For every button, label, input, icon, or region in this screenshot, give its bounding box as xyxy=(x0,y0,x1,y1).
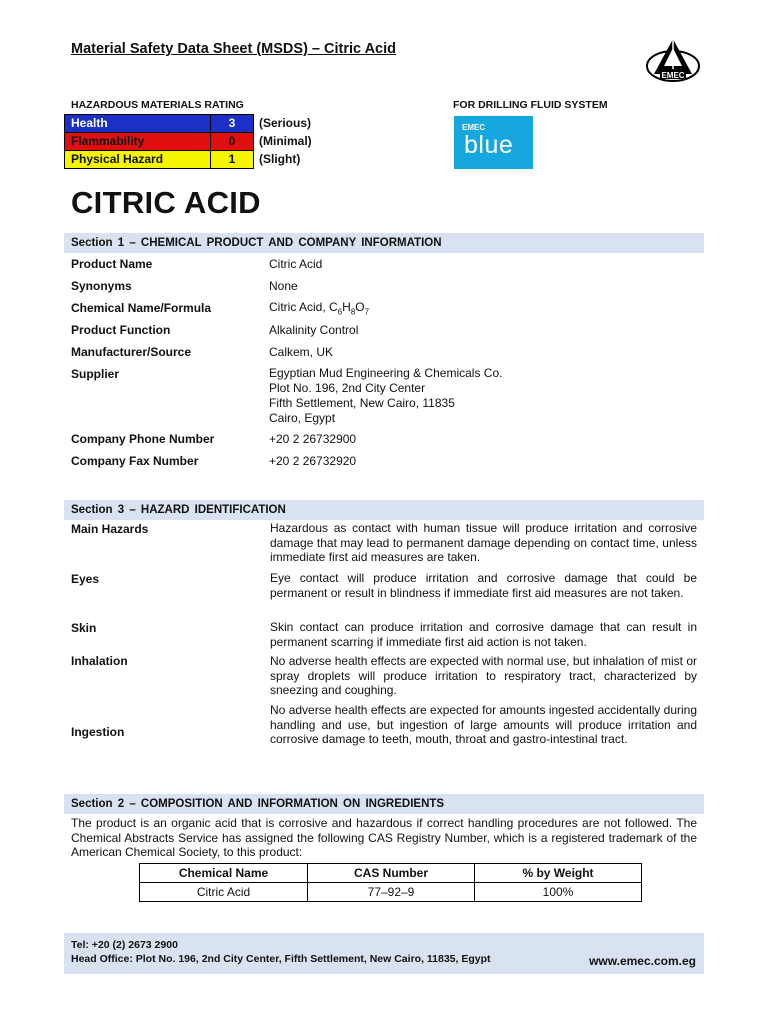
emec-blue-logo xyxy=(454,116,533,169)
hazard-label: Physical Hazard xyxy=(65,151,211,169)
section3-title: Section 3 – HAZARD IDENTIFICATION xyxy=(71,504,286,516)
eyes-label: Eyes xyxy=(71,572,100,586)
skin-label: Skin xyxy=(71,621,97,635)
hazard-label: Flammability xyxy=(65,133,211,151)
hazard-row-health xyxy=(65,115,319,133)
emec-blue-logo-main: blue xyxy=(464,131,514,159)
table-row xyxy=(140,883,642,902)
inhalation-text: No adverse health effects are expected with normal use, but inhalation of mist or spray droplets will produce irritation to respiratory tract, characterized by sneezing and coughing. xyxy=(270,654,697,698)
composition-table-header xyxy=(140,864,642,883)
manufacturer-value: Calkem, UK xyxy=(269,345,334,359)
ingestion-text: No adverse health effects are expected for amounts ingested accidentally during handling and use, but ingestion of large amounts will produce irritation and corrosive damage to teeth, mouth, throat and gastro-intestinal tract. xyxy=(270,703,697,747)
hazard-value: 1 xyxy=(211,151,254,169)
column-header: Chemical Name xyxy=(140,864,308,883)
composition-text: The product is an organic acid that is corrosive and hazardous if correct handling procedures are not followed. The Chemical Abstracts Service has assigned the following CAS Registry Number, which is a registered trademark of the American Chemical Society, to this product: xyxy=(71,816,697,860)
hazard-row-physical xyxy=(65,151,319,169)
supplier-line: Fifth Settlement, New Cairo, 11835 xyxy=(269,396,455,410)
eyes-text: Eye contact will produce irritation and corrosive damage that could be permanent or result in blindness if immediate first aid measures are not taken. xyxy=(270,571,697,600)
section2-header xyxy=(64,794,704,814)
synonyms-value: None xyxy=(269,279,298,293)
section3-header xyxy=(64,500,704,520)
footer xyxy=(64,933,704,974)
hazard-rating-table xyxy=(64,114,319,169)
product-name-value: Citric Acid xyxy=(269,257,323,271)
composition-table xyxy=(139,863,642,902)
emec-logo xyxy=(644,36,702,84)
main-hazards-label: Main Hazards xyxy=(71,522,149,536)
manufacturer-label: Manufacturer/Source xyxy=(71,345,192,359)
inhalation-label: Inhalation xyxy=(71,654,128,668)
hazard-row-flammability xyxy=(65,133,319,151)
hazard-description: (Minimal) xyxy=(254,133,319,151)
hazard-value: 3 xyxy=(211,115,254,133)
supplier-line: Cairo, Egypt xyxy=(269,411,336,425)
table-cell: 100% xyxy=(475,883,642,902)
product-function-value: Alkalinity Control xyxy=(269,323,359,337)
svg-text:EMEC: EMEC xyxy=(661,71,685,80)
footer-website-link[interactable]: www.emec.com.eg xyxy=(589,954,696,968)
main-hazards-text: Hazardous as contact with human tissue will produce irritation and corrosive damage that may lead to permanent damage depending on contact time, unless immediate first aid measures are taken. xyxy=(270,521,697,565)
phone-label: Company Phone Number xyxy=(71,432,215,446)
section1-title: Section 1 – CHEMICAL PRODUCT AND COMPANY INFORMATION xyxy=(71,237,442,249)
document-title: Material Safety Data Sheet (MSDS) – Citric Acid xyxy=(71,41,396,57)
chemical-formula-value: Citric Acid, $C_6H_8O_7$ xyxy=(269,300,370,317)
synonyms-label: Synonyms xyxy=(71,279,132,293)
footer-address: Head Office: Plot No. 196, 2nd City Center, Fifth Settlement, New Cairo, 11835, Egypt xyxy=(71,953,491,965)
section1-header xyxy=(64,233,704,253)
hazard-value: 0 xyxy=(211,133,254,151)
fax-value: +20 2 26732920 xyxy=(269,454,357,468)
product-function-label: Product Function xyxy=(71,323,171,337)
supplier-line: Egyptian Mud Engineering & Chemicals Co. xyxy=(269,366,503,380)
hazard-description: (Serious) xyxy=(254,115,319,133)
supplier-line: Plot No. 196, 2nd City Center xyxy=(269,381,426,395)
column-header: % by Weight xyxy=(475,864,642,883)
column-header: CAS Number xyxy=(308,864,475,883)
phone-value: +20 2 26732900 xyxy=(269,432,357,446)
ingestion-label: Ingestion xyxy=(71,725,125,739)
table-cell: 77–92–9 xyxy=(308,883,475,902)
section2-title: Section 2 – COMPOSITION AND INFORMATION ON INGREDIENTS xyxy=(71,798,445,810)
product-name-label: Product Name xyxy=(71,257,153,271)
supplier-label: Supplier xyxy=(71,367,120,381)
supplier-value xyxy=(269,366,502,426)
drilling-fluid-heading: FOR DRILLING FLUID SYSTEM xyxy=(453,99,608,111)
hazard-label: Health xyxy=(65,115,211,133)
table-cell: Citric Acid xyxy=(140,883,308,902)
footer-tel: Tel: +20 (2) 2673 2900 xyxy=(71,939,178,951)
hazard-description: (Slight) xyxy=(254,151,319,169)
hazard-rating-heading: HAZARDOUS MATERIALS RATING xyxy=(71,99,244,111)
skin-text: Skin contact can produce irritation and corrosive damage that can result in permanent scarring if immediate first aid action is not taken. xyxy=(270,620,697,649)
product-title: CITRIC ACID xyxy=(71,185,261,220)
fax-label: Company Fax Number xyxy=(71,454,199,468)
emec-blue-logo-top: EMEC xyxy=(462,123,486,132)
chemical-formula-label: Chemical Name/Formula xyxy=(71,301,212,315)
